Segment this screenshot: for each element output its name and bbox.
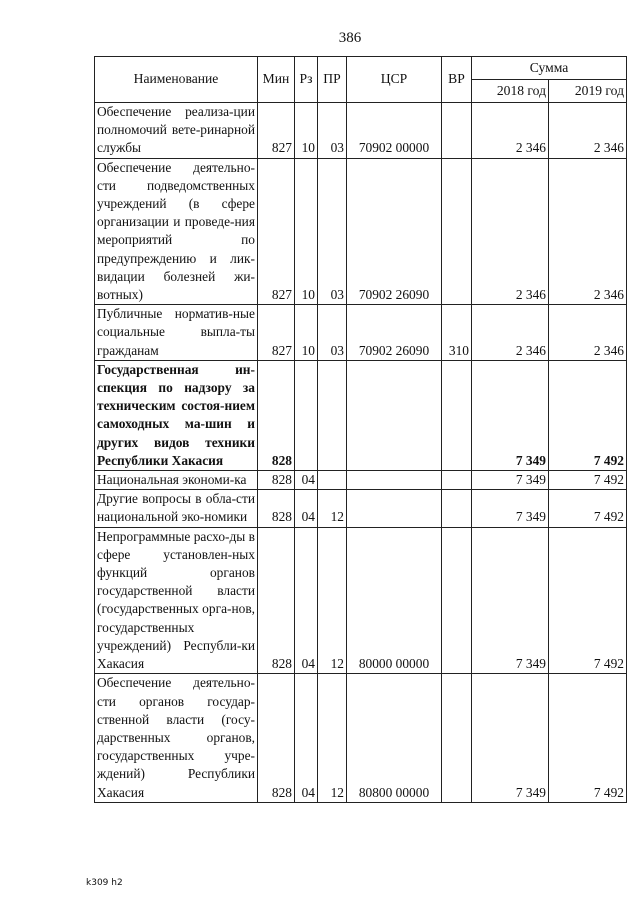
- col-header-2019: 2019 год: [549, 80, 627, 103]
- cell-csr: 70902 00000: [347, 103, 442, 159]
- cell-y2019: 2 346: [549, 158, 627, 305]
- cell-vr: [442, 490, 472, 527]
- cell-pr: [318, 360, 347, 470]
- col-header-csr: ЦСР: [347, 57, 442, 103]
- table-row: [95, 103, 627, 159]
- table-row: [95, 360, 627, 470]
- col-header-rz: Рз: [295, 57, 318, 103]
- cell-min: 828: [258, 527, 295, 674]
- cell-y2019: 7 492: [549, 527, 627, 674]
- cell-csr: [347, 360, 442, 470]
- cell-rz: 10: [295, 305, 318, 361]
- cell-vr: [442, 158, 472, 305]
- cell-y2018: 7 349: [472, 674, 549, 802]
- cell-y2018: 2 346: [472, 158, 549, 305]
- cell-name: Обеспечение деятельно-сти подведомственных учреждений (в сфере организации и проведе-ния мероприятий по предупреждению и лик-видации болезней жи-вотных): [95, 158, 258, 305]
- col-header-sum: Сумма: [472, 57, 627, 80]
- cell-pr: 03: [318, 103, 347, 159]
- footer-code: k309 h2: [86, 878, 123, 888]
- cell-csr: 80000 00000: [347, 527, 442, 674]
- cell-rz: [295, 360, 318, 470]
- cell-y2018: 7 349: [472, 360, 549, 470]
- col-header-min: Мин: [258, 57, 295, 103]
- cell-vr: [442, 674, 472, 802]
- cell-y2019: 7 492: [549, 490, 627, 527]
- cell-y2019: 7 492: [549, 471, 627, 490]
- table-row: [95, 305, 627, 361]
- table-body: [95, 103, 627, 803]
- cell-csr: 70902 26090: [347, 305, 442, 361]
- cell-name: Государственная ин-спекция по надзору за техническим состоя-нием самоходных ма-шин и других видов техники Республики Хакасия: [95, 360, 258, 470]
- col-header-2018: 2018 год: [472, 80, 549, 103]
- cell-vr: [442, 103, 472, 159]
- cell-vr: [442, 360, 472, 470]
- cell-csr: [347, 490, 442, 527]
- cell-min: 828: [258, 360, 295, 470]
- cell-vr: [442, 471, 472, 490]
- cell-y2019: 2 346: [549, 103, 627, 159]
- cell-name: Непрограммные расхо-ды в сфере установлен-ных функций органов государственной власти (государственных орга-нов, государственных учреждений) Республи-ки Хакасия: [95, 527, 258, 674]
- cell-name: Другие вопросы в обла-сти национальной эко-номики: [95, 490, 258, 527]
- cell-min: 827: [258, 158, 295, 305]
- table-row: [95, 490, 627, 527]
- cell-y2018: 7 349: [472, 527, 549, 674]
- col-header-vr: ВР: [442, 57, 472, 103]
- cell-y2018: 2 346: [472, 103, 549, 159]
- table-header-row: [95, 57, 627, 80]
- cell-pr: [318, 471, 347, 490]
- cell-rz: 10: [295, 158, 318, 305]
- cell-pr: 12: [318, 674, 347, 802]
- cell-y2018: 7 349: [472, 490, 549, 527]
- cell-rz: 04: [295, 674, 318, 802]
- cell-rz: 10: [295, 103, 318, 159]
- cell-min: 828: [258, 674, 295, 802]
- cell-y2019: 2 346: [549, 305, 627, 361]
- cell-name: Национальная экономи-ка: [95, 471, 258, 490]
- cell-min: 827: [258, 103, 295, 159]
- cell-y2018: 7 349: [472, 471, 549, 490]
- cell-name: Публичные норматив-ные социальные выпла-ты гражданам: [95, 305, 258, 361]
- table-row: [95, 471, 627, 490]
- table-row: [95, 158, 627, 305]
- cell-y2018: 2 346: [472, 305, 549, 361]
- cell-name: Обеспечение деятельно-сти органов государ-ственной власти (госу-дарственных органов, государственных учре-ждений) Республики Хакасия: [95, 674, 258, 802]
- cell-pr: 03: [318, 305, 347, 361]
- cell-rz: 04: [295, 471, 318, 490]
- cell-y2019: 7 492: [549, 360, 627, 470]
- cell-rz: 04: [295, 527, 318, 674]
- page-number: 386: [338, 30, 362, 46]
- cell-csr: [347, 471, 442, 490]
- table-row: [95, 527, 627, 674]
- table-row: [95, 674, 627, 802]
- cell-min: 828: [258, 471, 295, 490]
- cell-csr: 80800 00000: [347, 674, 442, 802]
- cell-pr: 12: [318, 527, 347, 674]
- cell-y2019: 7 492: [549, 674, 627, 802]
- col-header-name: Наименование: [95, 57, 258, 103]
- cell-name: Обеспечение реализа-ции полномочий вете-ринарной службы: [95, 103, 258, 159]
- cell-min: 828: [258, 490, 295, 527]
- cell-vr: 310: [442, 305, 472, 361]
- cell-rz: 04: [295, 490, 318, 527]
- budget-table: [94, 56, 627, 803]
- cell-pr: 03: [318, 158, 347, 305]
- cell-csr: 70902 26090: [347, 158, 442, 305]
- cell-pr: 12: [318, 490, 347, 527]
- col-header-pr: ПР: [318, 57, 347, 103]
- cell-vr: [442, 527, 472, 674]
- cell-min: 827: [258, 305, 295, 361]
